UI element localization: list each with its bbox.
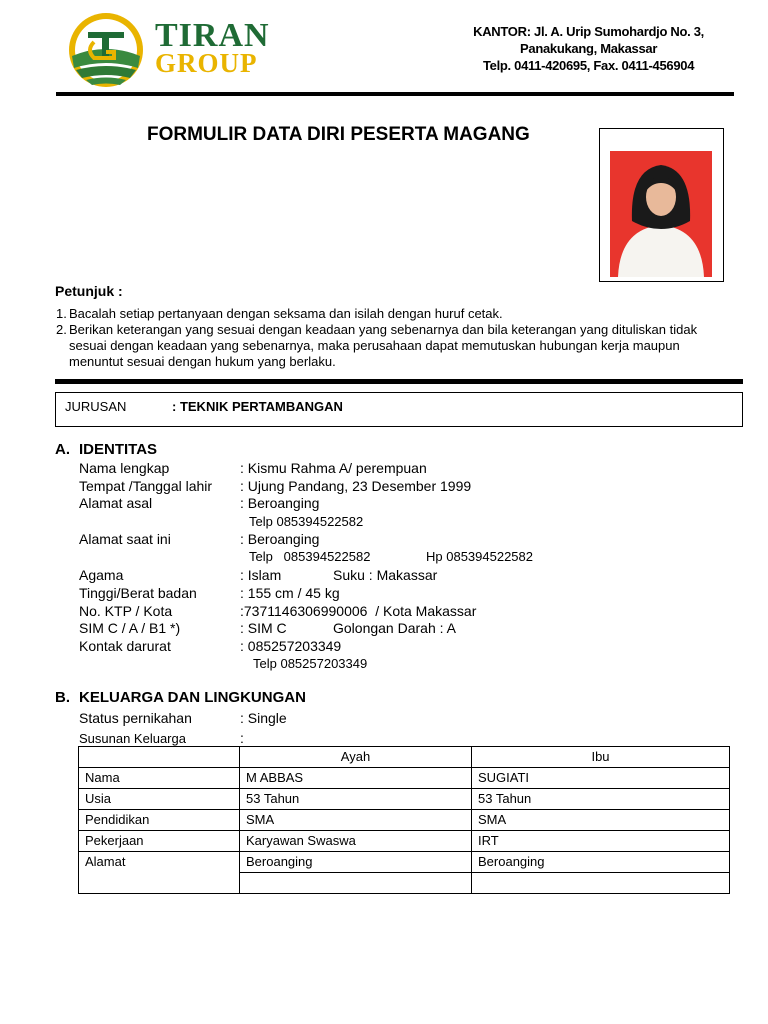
ttl-label: Tempat /Tanggal lahir <box>79 478 213 494</box>
table-cell: Beroanging <box>240 852 472 873</box>
section-title: IDENTITAS <box>79 441 158 458</box>
ktp-label: No. KTP / Kota <box>79 603 173 619</box>
sim-label: SIM C / A / B1 *) <box>79 620 181 636</box>
alamat-asal-value: : Beroanging <box>240 495 320 511</box>
instruction-number: 2. <box>56 322 67 337</box>
instruction-text: Bacalah setiap pertanyaan dengan seksama dan isilah dengan huruf cetak. <box>69 306 503 321</box>
header-divider <box>56 92 734 96</box>
section-title: KELUARGA DAN LINGKUNGAN <box>79 689 306 706</box>
alamat-ini-label: Alamat saat ini <box>79 531 171 547</box>
instruction-item <box>56 306 736 322</box>
table-cell: Usia <box>79 789 240 810</box>
status-pernikahan-label: Status pernikahan <box>79 710 192 726</box>
susunan-keluarga-colon: : <box>240 730 244 746</box>
ktp-value: :7371146306990006 / Kota Makassar <box>240 603 477 619</box>
table-row <box>79 768 730 789</box>
table-cell: SUGIATI <box>472 768 730 789</box>
alamat-asal-label: Alamat asal <box>79 495 153 511</box>
table-cell: Karyawan Swaswa <box>240 831 472 852</box>
status-pernikahan-value: : Single <box>240 710 287 726</box>
section-divider <box>55 379 743 384</box>
table-cell: M ABBAS <box>240 768 472 789</box>
tinggi-berat-value: : 155 cm / 45 kg <box>240 585 340 601</box>
alamat-ini-value: : Beroanging <box>240 531 320 547</box>
instruction-item <box>56 322 736 370</box>
alamat-asal-telp: Telp 085394522582 <box>249 514 364 529</box>
kontak-darurat-telp: Telp 085257203349 <box>253 656 368 671</box>
table-header-cell: Ayah <box>240 747 472 768</box>
table-cell: 53 Tahun <box>240 789 472 810</box>
form-title: FORMULIR DATA DIRI PESERTA MAGANG <box>147 124 530 145</box>
office-address <box>473 23 704 74</box>
instruction-text: Berikan keterangan yang sesuai dengan keadaan yang sebenarnya dan bila keterangan yang dituliskan tidak sesuai dengan keadaan yang sebenarnya, maka perusahaan dapat memutuskan hubungan kerja maupun menuntut sesuai dengan hukum yang berlaku. <box>69 322 698 369</box>
company-logo <box>64 12 148 88</box>
susunan-keluarga-label: Susunan Keluarga <box>79 731 186 746</box>
office-line-1: KANTOR: Jl. A. Urip Sumohardjo No. 3, <box>473 24 704 39</box>
table-row <box>79 831 730 852</box>
jurusan-value: : TEKNIK PERTAMBANGAN <box>172 399 343 414</box>
suku-value: Suku : Makassar <box>333 567 438 583</box>
table-cell: Nama <box>79 768 240 789</box>
jurusan-box <box>55 392 743 427</box>
section-identitas-heading <box>55 441 157 458</box>
table-row <box>79 810 730 831</box>
table-cell: SMA <box>240 810 472 831</box>
nama-label: Nama lengkap <box>79 460 170 476</box>
table-cell: Pekerjaan <box>79 831 240 852</box>
table-header-cell <box>79 747 240 768</box>
office-line-3: Telp. 0411-420695, Fax. 0411-456904 <box>482 58 695 73</box>
table-row <box>79 852 730 873</box>
ttl-value: : Ujung Pandang, 23 Desember 1999 <box>240 478 472 494</box>
table-cell: Alamat <box>79 852 240 894</box>
alamat-ini-hp: Hp 085394522582 <box>426 549 533 564</box>
tinggi-berat-label: Tinggi/Berat badan <box>79 585 197 601</box>
table-row <box>79 789 730 810</box>
section-letter: B. <box>55 689 70 706</box>
golongan-darah-value: Golongan Darah : A <box>333 620 456 636</box>
table-cell: IRT <box>472 831 730 852</box>
alamat-ini-telp: Telp 085394522582 <box>249 549 371 564</box>
agama-label: Agama <box>79 567 124 583</box>
brand-name-tiran: TIRAN <box>155 17 270 54</box>
section-keluarga-heading <box>55 689 306 706</box>
table-header-row <box>79 747 730 768</box>
instructions-heading: Petunjuk : <box>55 283 123 299</box>
kontak-darurat-label: Kontak darurat <box>79 638 171 654</box>
instruction-number: 1. <box>56 306 67 321</box>
table-cell <box>472 873 730 894</box>
agama-value: : Islam <box>240 567 282 583</box>
office-line-2: Panakukang, Makassar <box>520 41 658 56</box>
section-letter: A. <box>55 441 70 458</box>
applicant-photo <box>599 128 724 282</box>
table-cell: Pendidikan <box>79 810 240 831</box>
table-header-cell: Ibu <box>472 747 730 768</box>
table-cell: SMA <box>472 810 730 831</box>
kontak-darurat-value: : 085257203349 <box>240 638 342 654</box>
family-table <box>78 746 730 894</box>
table-cell: Beroanging <box>472 852 730 873</box>
nama-value: : Kismu Rahma A/ perempuan <box>240 460 427 476</box>
brand-name-group: GROUP <box>155 48 258 78</box>
jurusan-label: JURUSAN <box>65 399 127 414</box>
table-cell: 53 Tahun <box>472 789 730 810</box>
instructions-list <box>56 306 736 370</box>
sim-value: : SIM C <box>240 620 287 636</box>
table-cell <box>240 873 472 894</box>
